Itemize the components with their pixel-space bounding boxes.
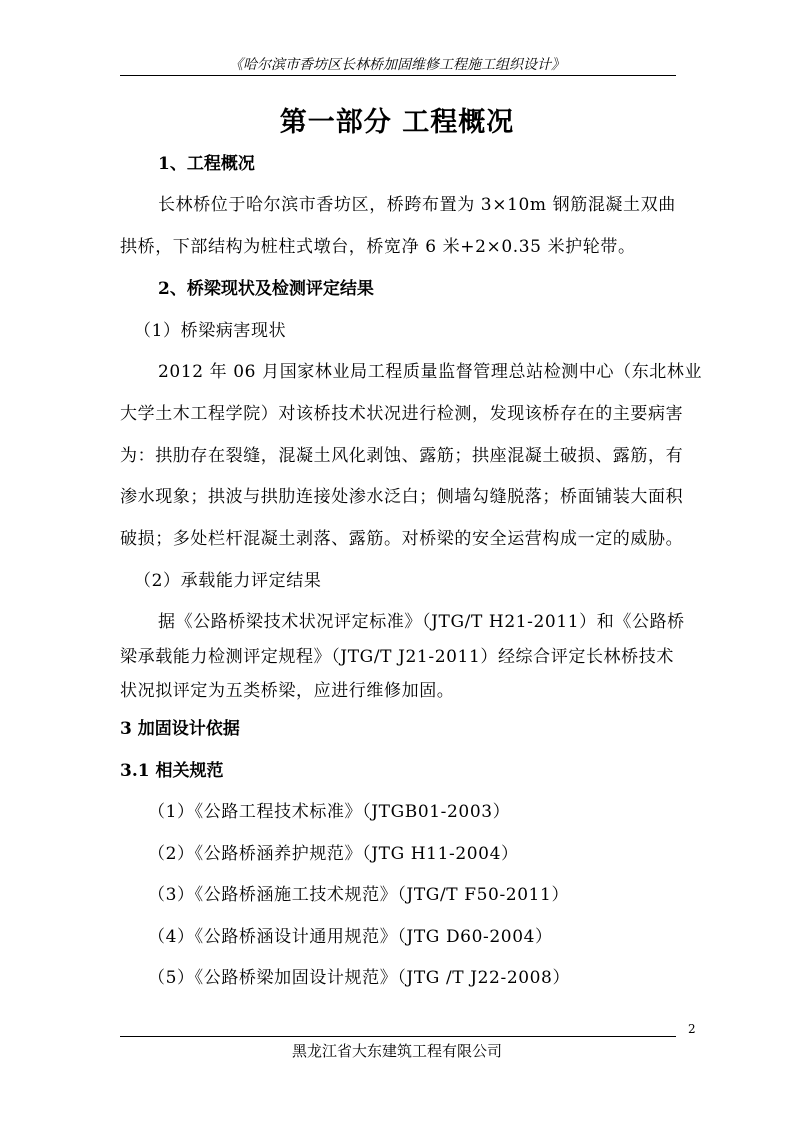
section-1-heading: 1、工程概况 [158, 154, 255, 174]
running-header: 《哈尔滨市香坊区长林桥加固维修工程施工组织设计》 [229, 57, 565, 73]
section-2-heading: 2、桥梁现状及检测评定结果 [158, 279, 374, 299]
standard-item-2: （2）《公路桥涵养护规范》（JTG H11-2004） [148, 844, 519, 864]
section-2-sub-1-line-5: 破损；多处栏杆混凝土剥落、露筋。对桥梁的安全运营构成一定的威胁。 [120, 529, 684, 549]
page-number: 2 [688, 1022, 696, 1036]
section-1-line-1: 长林桥位于哈尔滨市香坊区，桥跨布置为 3×10m 钢筋混凝土双曲 [158, 195, 676, 215]
section-2-sub-1-line-4: 渗水现象；拱波与拱肋连接处渗水泛白；侧墙勾缝脱落；桥面铺装大面积 [120, 487, 684, 507]
standard-item-3: （3）《公路桥涵施工技术规范》（JTG/T F50-2011） [148, 885, 570, 905]
section-3-1-heading: 3.1 相关规范 [120, 761, 224, 781]
footer-company: 黑龙江省大东建筑工程有限公司 [291, 1042, 502, 1060]
section-2-sub-1-line-1: 2012 年 06 月国家林业局工程质量监督管理总站检测中心（东北林业 [158, 362, 703, 382]
section-2-sub-1-line-2: 大学土木工程学院）对该桥技术状况进行检测，发现该桥存在的主要病害 [120, 404, 684, 424]
section-2-sub-2-line-2: 梁承载能力检测评定规程》（JTG/T J21-2011）经综合评定长林桥技术 [120, 647, 674, 667]
standard-item-5: （5）《公路桥梁加固设计规范》（JTG /T J22-2008） [148, 968, 571, 988]
footer-rule [120, 1036, 676, 1037]
section-1-line-2: 拱桥，下部结构为桩柱式墩台，桥宽净 6 米+2×0.35 米护轮带。 [120, 237, 636, 257]
section-2-sub-1-heading: （1）桥梁病害现状 [134, 321, 287, 341]
section-2-sub-1-line-3: 为：拱肋存在裂缝，混凝土风化剥蚀、露筋；拱座混凝土破损、露筋，有 [120, 446, 684, 466]
section-3-heading: 3 加固设计依据 [120, 719, 240, 739]
standard-item-1: （1）《公路工程技术标准》（JTGB01-2003） [148, 802, 511, 822]
standard-item-4: （4）《公路桥涵设计通用规范》（JTG D60-2004） [148, 927, 553, 947]
section-2-sub-2-heading: （2）承载能力评定结果 [134, 571, 322, 591]
header-rule [120, 75, 676, 76]
page-title: 第一部分 工程概况 [279, 107, 515, 138]
section-2-sub-2-line-1: 据《公路桥梁技术状况评定标准》（JTG/T H21-2011）和《公路桥 [158, 612, 685, 632]
section-2-sub-2-line-3: 状况拟评定为五类桥梁，应进行维修加固。 [120, 681, 455, 701]
